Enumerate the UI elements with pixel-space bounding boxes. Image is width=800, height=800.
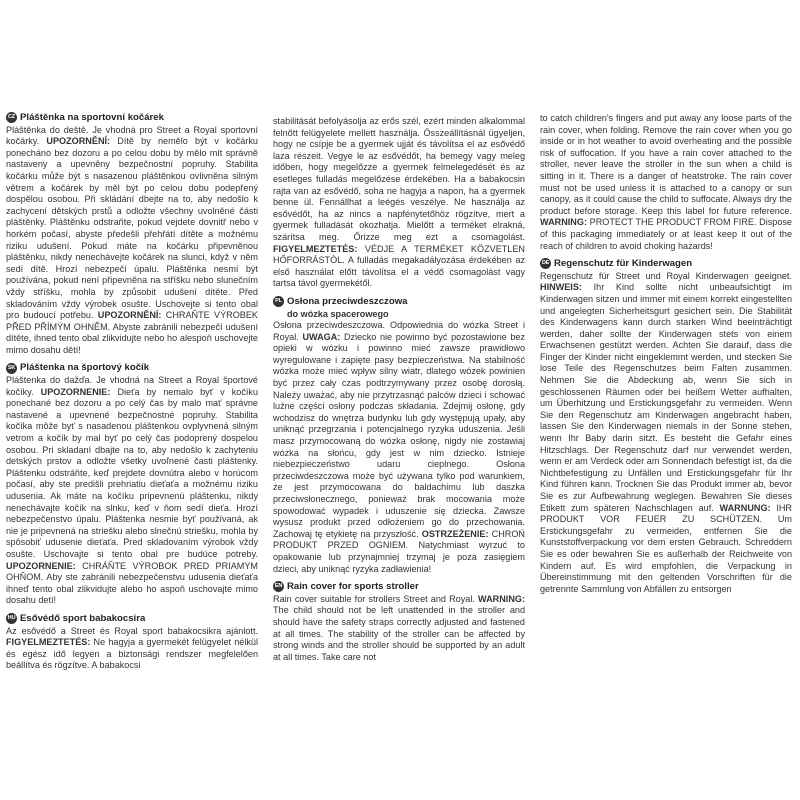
section-title: Pláštenka na športový kočík [20,362,150,374]
section-heading [6,112,258,124]
section-heading [540,258,792,270]
section-hu-continued [273,116,525,290]
section-body: Az esővédő a Street és Royal sport babakocsikra ajánlott. FIGYELMEZTETÉS: Ne hagyja a gyermekét felügyelet nélkül és egész idő legyen a biztonsági rendszer megfelelően beállítva és rögzítve. A babakocsi [6,625,258,671]
section-title: Regenschutz für Kinderwagen [554,258,693,270]
column-2 [273,116,525,669]
section-body: to catch children's fingers and put away any loose parts of the rain cover, when folding. Remove the rain cover when you go inside or in hot weather to avoid overheating and the possible risk of suffocation. If you have a rain cover attached to the stroller, never leave the stroller in the sun when a child is sitting in it. There is a danger of heatstroke. The rain cover must not be used unless it is attached to a canopy or sun canopy, as it could cause the child to suffocate. Always dry the product before storage. Keep this label for future reference. WARNING: PROTECT THE PRODUCT FROM FIRE. Dispose of this packaging immediately or at least keep it out of the reach of children to avoid choking hazards! [540,113,792,251]
section-title: Esővédő sport babakocsira [20,612,146,624]
language-badge-pl: PL [273,296,284,307]
section-de [540,258,792,595]
section-hu [6,613,258,672]
section-en [273,581,525,663]
section-sk [6,362,258,606]
language-badge-cz: CZ [6,112,17,123]
language-badge-en: EN [273,581,284,592]
column-1 [6,112,258,678]
language-badge-hu: HU [6,613,17,624]
column-3 [540,113,792,601]
section-body: Pláštenka do dažďa. Je vhodná na Street a Royal športové kočíky. UPOZORNENIE: Dieťa by nemalo byť v kočíku ponechané bez dozoru a po celý čas by malo mať správne nastavené a upevnené bezpečnostné popruhy. Stabilita kočíka môže byť s nasadenou pláštenkou ovplyvnená silným vetrom a kočík by mal byť po celý čas podoprený dospelou osobou. Pri skladaní dbajte na to, aby nedošlo k zachyteniu detských prstov a odložte všetky uvoľnené časti pláštenky. Pláštenku odstráňte, keď prejdete dovnútra alebo v horúcom počasí, aby ste predišli prehriatiu dieťaťa a možnému riziku udusenia. Ak máte na kočíku pripevnenú pláštenku, nikdy nenechávajte kočík na slnku, keď v ňom sedí dieťa. Hrozí nebezpečenstvo úpalu. Pláštenka nesmie byť používaná, ak nie je pripevnená na striešku alebo slnečnú striešku, mohla by spôsobiť udusenie dieťaťa. Pred skladovaním výrobok vždy osušte. Uschovajte si tento obal pre budúce potreby. UPOZORNENIE: CHRÁŇTE VÝROBOK PRED PRIAMYM OHŇOM. Aby ste zabránili nebezpečenstvu udusenia dieťaťa ihneď tento obal zlikvidujte alebo ho aspoň uschovajte mimo dosahu detí! [6,375,258,606]
section-body: Regenschutz für Street und Royal Kinderwagen geeignet. HINWEIS: Ihr Kind sollte nicht unbeaufsichtigt im Kinderwagen sitzen und immer mit einem korrekt eingestellten und angelegten Sicherheitsgurt gesichert sein. Die Stabilität des Kinderwagens kann durch starken Wind beeinträchtigt werden, daher sollte der Kinderwagen stets von einem Erwachsenen gestützt werden. Achten Sie darauf, dass die Finger der Kinder nicht eingeklemmt werden, und stecken Sie lose Teile des Regenschutzes beim Falten zusammen. Nehmen Sie die Abdeckung ab, wenn Sie sich in geschlossenen Räumen oder bei heißem Wetter aufhalten, um Überhitzung und Erstickungsgefahr zu vermeiden. Wenn Sie den Regenschutz am Kinderwagen angebracht haben, lassen Sie den Kinderwagen niemals in der Sonne stehen, wenn Ihr Baby darin sitzt. Es besteht die Gefahr eines Hitzschlags. Der Regenschutz darf nur verwendet werden, wenn er am Verdeck oder am Sonnendach befestigt ist, da die Nichtbefestigung zu Unfällen und Erstickungsgefahr für Ihr Kind führen kann. Trocknen Sie das Produkt immer ab, bevor Sie es zur Aufbewahrung weglegen. Bewahren Sie dieses Etikett zum späteren Nachschlagen auf. WARNUNG: IHR PRODUKT VOR FEUER ZU SCHÜTZEN. Um Erstickungsgefahr zu vermeiden, entfernen Sie die Kunststoffverpackung vor dem ersten Gebrauch. Schreddern Sie es oder bewahren Sie es außerhalb der Reichweite von Kindern auf. Es wird empfohlen, die Verpackung in Übereinstimmung mit den geltenden Vorschriften für die getrennte Sammlung von Abfällen zu entsorgen [540,270,792,594]
section-pl [273,296,525,575]
section-cz [6,112,258,356]
section-heading [273,296,525,308]
language-badge-de: DE [540,258,551,269]
section-en-continued [540,113,792,252]
section-body: Rain cover suitable for strollers Street and Royal. WARNING: The child should not be left unattended in the stroller and should have the safety straps correctly adjusted and fastened at all times. The stability of the stroller can be affected by strong winds and the stroller should be supported by an adult at all times. Take care not [273,593,525,662]
section-title: Rain cover for sports stroller [287,581,419,593]
section-title: Pláštěnka na sportovní kočárek [20,112,164,123]
section-body: Osłona przeciwdeszczowa. Odpowiednia do wózka Street i Royal. UWAGA: Dziecko nie powinno być pozostawione bez opieki w wózku i powinno mieć zawsze prawidłowo wyregulowane i zapięte pasy bezpieczeństwa. Na stabilność wózka może mieć wpływ silny wiatr, dlatego wózek powinien być przez cały czas podtrzymywany przez osobę dorosłą. Należy uważać, aby nie przytrzasnąć palców dzieci i schować luźne części osłony podczas składania. Zdejmij osłonę, gdy wchodzisz do wnętrza budynku lub gdy występują upały, aby uniknąć przegrzania i potencjalnego ryzyka uduszenia. Jeśli masz przymocowaną do wózka osłonę, nigdy nie zostawiaj wózka na słońcu, gdy jest w nim dziecko. Istnieje niebezpieczeństwo udaru cieplnego. Osłona przeciwdeszczowa może być używana tylko pod warunkiem, że jest przymocowana do baldachimu lub daszka przeciwsłonecznego, ponieważ brak mocowania może spowodować wypadek i uduszenie się dziecka. Zawsze wysusz produkt przed odłożeniem go do przechowania. Zachowaj tę etykietę na przyszłość. OSTRZEŻENIE: CHROŃ PRODUKT PRZED OGNIEM. Natychmiast wyrzuć to opakowanie lub przynajmniej trzymaj je poza zasięgiem dzieci, aby uniknąć ryzyka zadławienia! [273,320,525,574]
section-title: Osłona przeciwdeszczowa [287,295,408,307]
section-body: stabilitását befolyásolja az erős szél, ezért minden alkalommal felnőtt felügyelete mellett használja. Összeállításnál ügyeljen, hogy ne csípje be a gyermek ujját és távolítsa el az esővédő laza részeit. Vegye le az esővédőt, ha bemegy vagy meleg időben, hogy megelőzze a gyermek felmelegedését és az esetleges fulladás megelőzése érdekében. Ha a babakocsin rajta van az esővédő, soha ne hagyja a napon, ha a gyermek benne ül. Fennállhat a leégés veszélye. Ne használja az esővédőt, ha az nincs a napfénytetőhöz rögzítve, mert a gyermek fulladását okozhatja. Mielőtt a terméket elrakná, szárítsa meg. Őrizze meg ezt a csomagolást. FIGYELMEZTETÉS: VÉDJE A TERMÉKET KÖZVETLEN HŐFORRÁSTÓL. A fulladás megakadályozása érdekében az első használat előtt távolítsa el a védő csomagolást vagy tartsa távol gyermekétől. [273,116,525,289]
section-heading [6,613,258,625]
section-heading [6,362,258,374]
language-badge-sk: SK [6,363,17,374]
section-heading [273,581,525,593]
section-subtitle: do wózka spacerowego [287,308,389,319]
section-body: Pláštěnka do deště. Je vhodná pro Street a Royal sportovní kočárky. UPOZORNĚNÍ: Dítě by nemělo být v kočárku ponecháno bez dozoru a po celou dobu by mělo mít správně nastaveny a upevněny bezpečnostní popruhy. Stabilita kočárku může být s nasazenou pláštěnkou ovlivněna silným větrem a kočárek by měl být po celou dobu podepřený dospělou osobou. Při skládání dbejte na to, aby nedošlo k zachycení dětských prstů a odložte všechny uvolněné části pláštěnky. Pláštěnku odstraňte, pokud vejdete dovnitř nebo v horkém počasí, abyste předešli přehřátí dítěte a možnému riziku udušení. Pokud máte na kočárku připevněnou pláštěnku, nikdy nenechávejte kočárek na slunci, když v něm sedí dítě. Hrozí nebezpečí úpalu. Pláštěnka nesmí být používána, pokud není připevněna na stříšku nebo slunečním vždy stříšku, mohla by způsobit udušení dítěte. Před skladováním vždy výrobek osušte. Uschovejte si tento obal pro budoucí potřebu. UPOZORNĚNÍ: CHRAŇTE VÝROBEK PŘED PŘÍMÝM OHNĚM. Abyste zabránili nebezpečí udušení dítěte, ihned tento obal zlikvidujte nebo ho alespoň uschovejte mimo dosahu dětí! [6,124,258,355]
